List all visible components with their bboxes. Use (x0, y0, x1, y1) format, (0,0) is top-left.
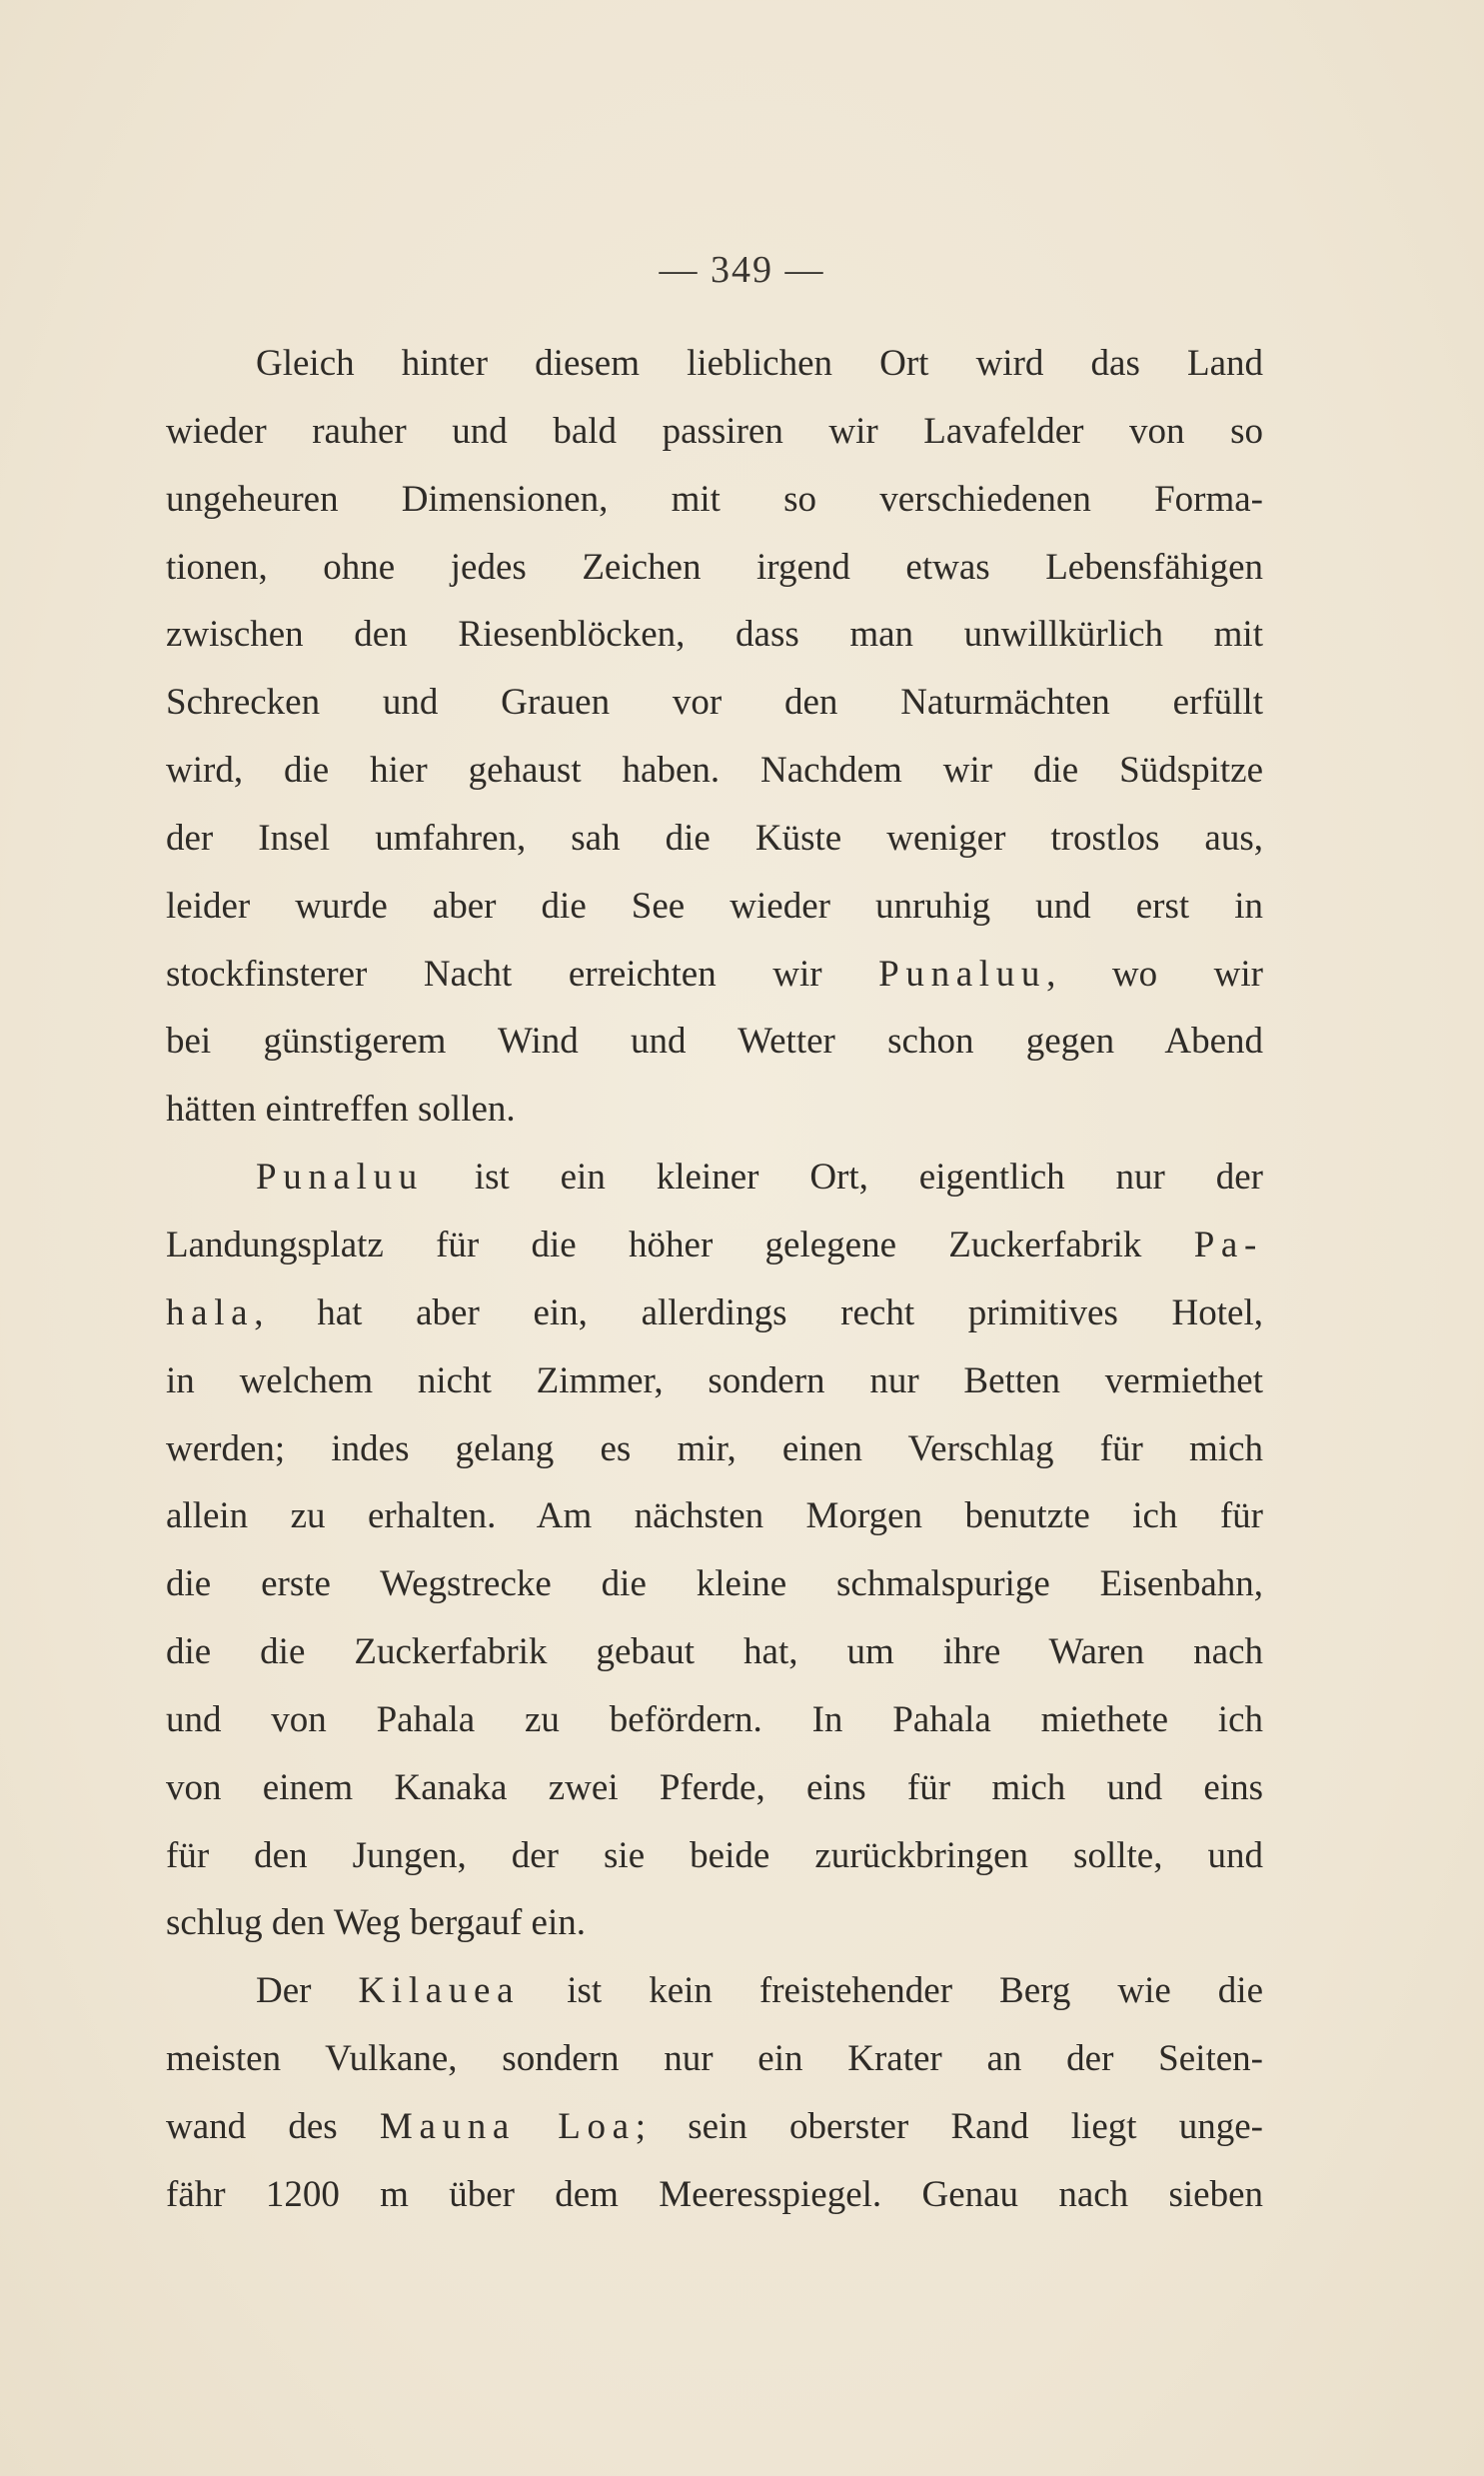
text-line: von einem Kanaka zwei Pferde, eins für mich und eins (166, 1766, 1263, 1808)
text-line: hala, hat aber ein, allerdings recht primitives Hotel, (166, 1291, 1263, 1333)
text-line: tionen, ohne jedes Zeichen irgend etwas Lebensfähigen (166, 546, 1263, 588)
text-line: bei günstigerem Wind und Wetter schon gegen Abend (166, 1021, 1263, 1063)
text-line: die die Zuckerfabrik gebaut hat, um ihre Waren nach (166, 1631, 1263, 1673)
text-line: ungeheuren Dimensionen, mit so verschiedenen Forma- (166, 478, 1263, 520)
text-line: und von Pahala zu befördern. In Pahala miethete ich (166, 1698, 1263, 1740)
text-line: wand des Mauna Loa; sein oberster Rand liegt unge- (166, 2105, 1263, 2147)
text-line: hätten eintreffen sollen. (166, 1089, 516, 1131)
text-line: für den Jungen, der sie beide zurückbringen sollte, und (166, 1834, 1263, 1876)
text-line: fähr 1200 m über dem Meeresspiegel. Genau nach sieben (166, 2173, 1263, 2215)
text-line: Landungsplatz für die höher gelegene Zuckerfabrik Pa- (166, 1224, 1263, 1265)
text-line: Gleich hinter diesem lieblichen Ort wird das Land (256, 343, 1263, 384)
emphasized-word: Loa (558, 2105, 636, 2147)
text-line: Der Kilauea ist kein freistehender Berg wie die (256, 1970, 1263, 2012)
text-line: zwischen den Riesenblöcken, dass man unwillkürlich mit (166, 614, 1263, 656)
text-line: die erste Wegstrecke die kleine schmalspurige Eisenbahn, (166, 1563, 1263, 1605)
text-line: wieder rauher und bald passiren wir Lavafelder von so (166, 410, 1263, 452)
text-line: schlug den Weg bergauf ein. (166, 1902, 587, 1944)
emphasized-word: Pa- (1193, 1224, 1263, 1265)
text-line: der Insel umfahren, sah die Küste weniger trostlos aus, (166, 817, 1263, 859)
emphasized-word: Kilauea (358, 1970, 521, 2012)
page-number: — 349 — (659, 249, 825, 291)
text-line: Punaluu ist ein kleiner Ort, eigentlich nur der (256, 1157, 1263, 1199)
emphasized-word: Mauna (379, 2105, 516, 2147)
text-line: allein zu erhalten. Am nächsten Morgen benutzte ich für (166, 1495, 1263, 1537)
text-line: Schrecken und Grauen vor den Naturmächten erfüllt (166, 682, 1263, 724)
text-line: werden; indes gelang es mir, einen Verschlag für mich (166, 1427, 1263, 1469)
emphasized-word: Punaluu (878, 953, 1047, 995)
text-line: wird, die hier gehaust haben. Nachdem wir die Südspitze (166, 750, 1263, 792)
text-line: stockfinsterer Nacht erreichten wir Punaluu, wo wir (166, 953, 1263, 995)
text-line: in welchem nicht Zimmer, sondern nur Betten vermiethet (166, 1359, 1263, 1401)
emphasized-word: hala (166, 1291, 255, 1333)
emphasized-word: Punaluu (256, 1157, 424, 1199)
text-line: leider wurde aber die See wieder unruhig und erst in (166, 885, 1263, 927)
text-line: meisten Vulkane, sondern nur ein Krater an der Seiten- (166, 2038, 1263, 2080)
body-text (166, 330, 1263, 2229)
